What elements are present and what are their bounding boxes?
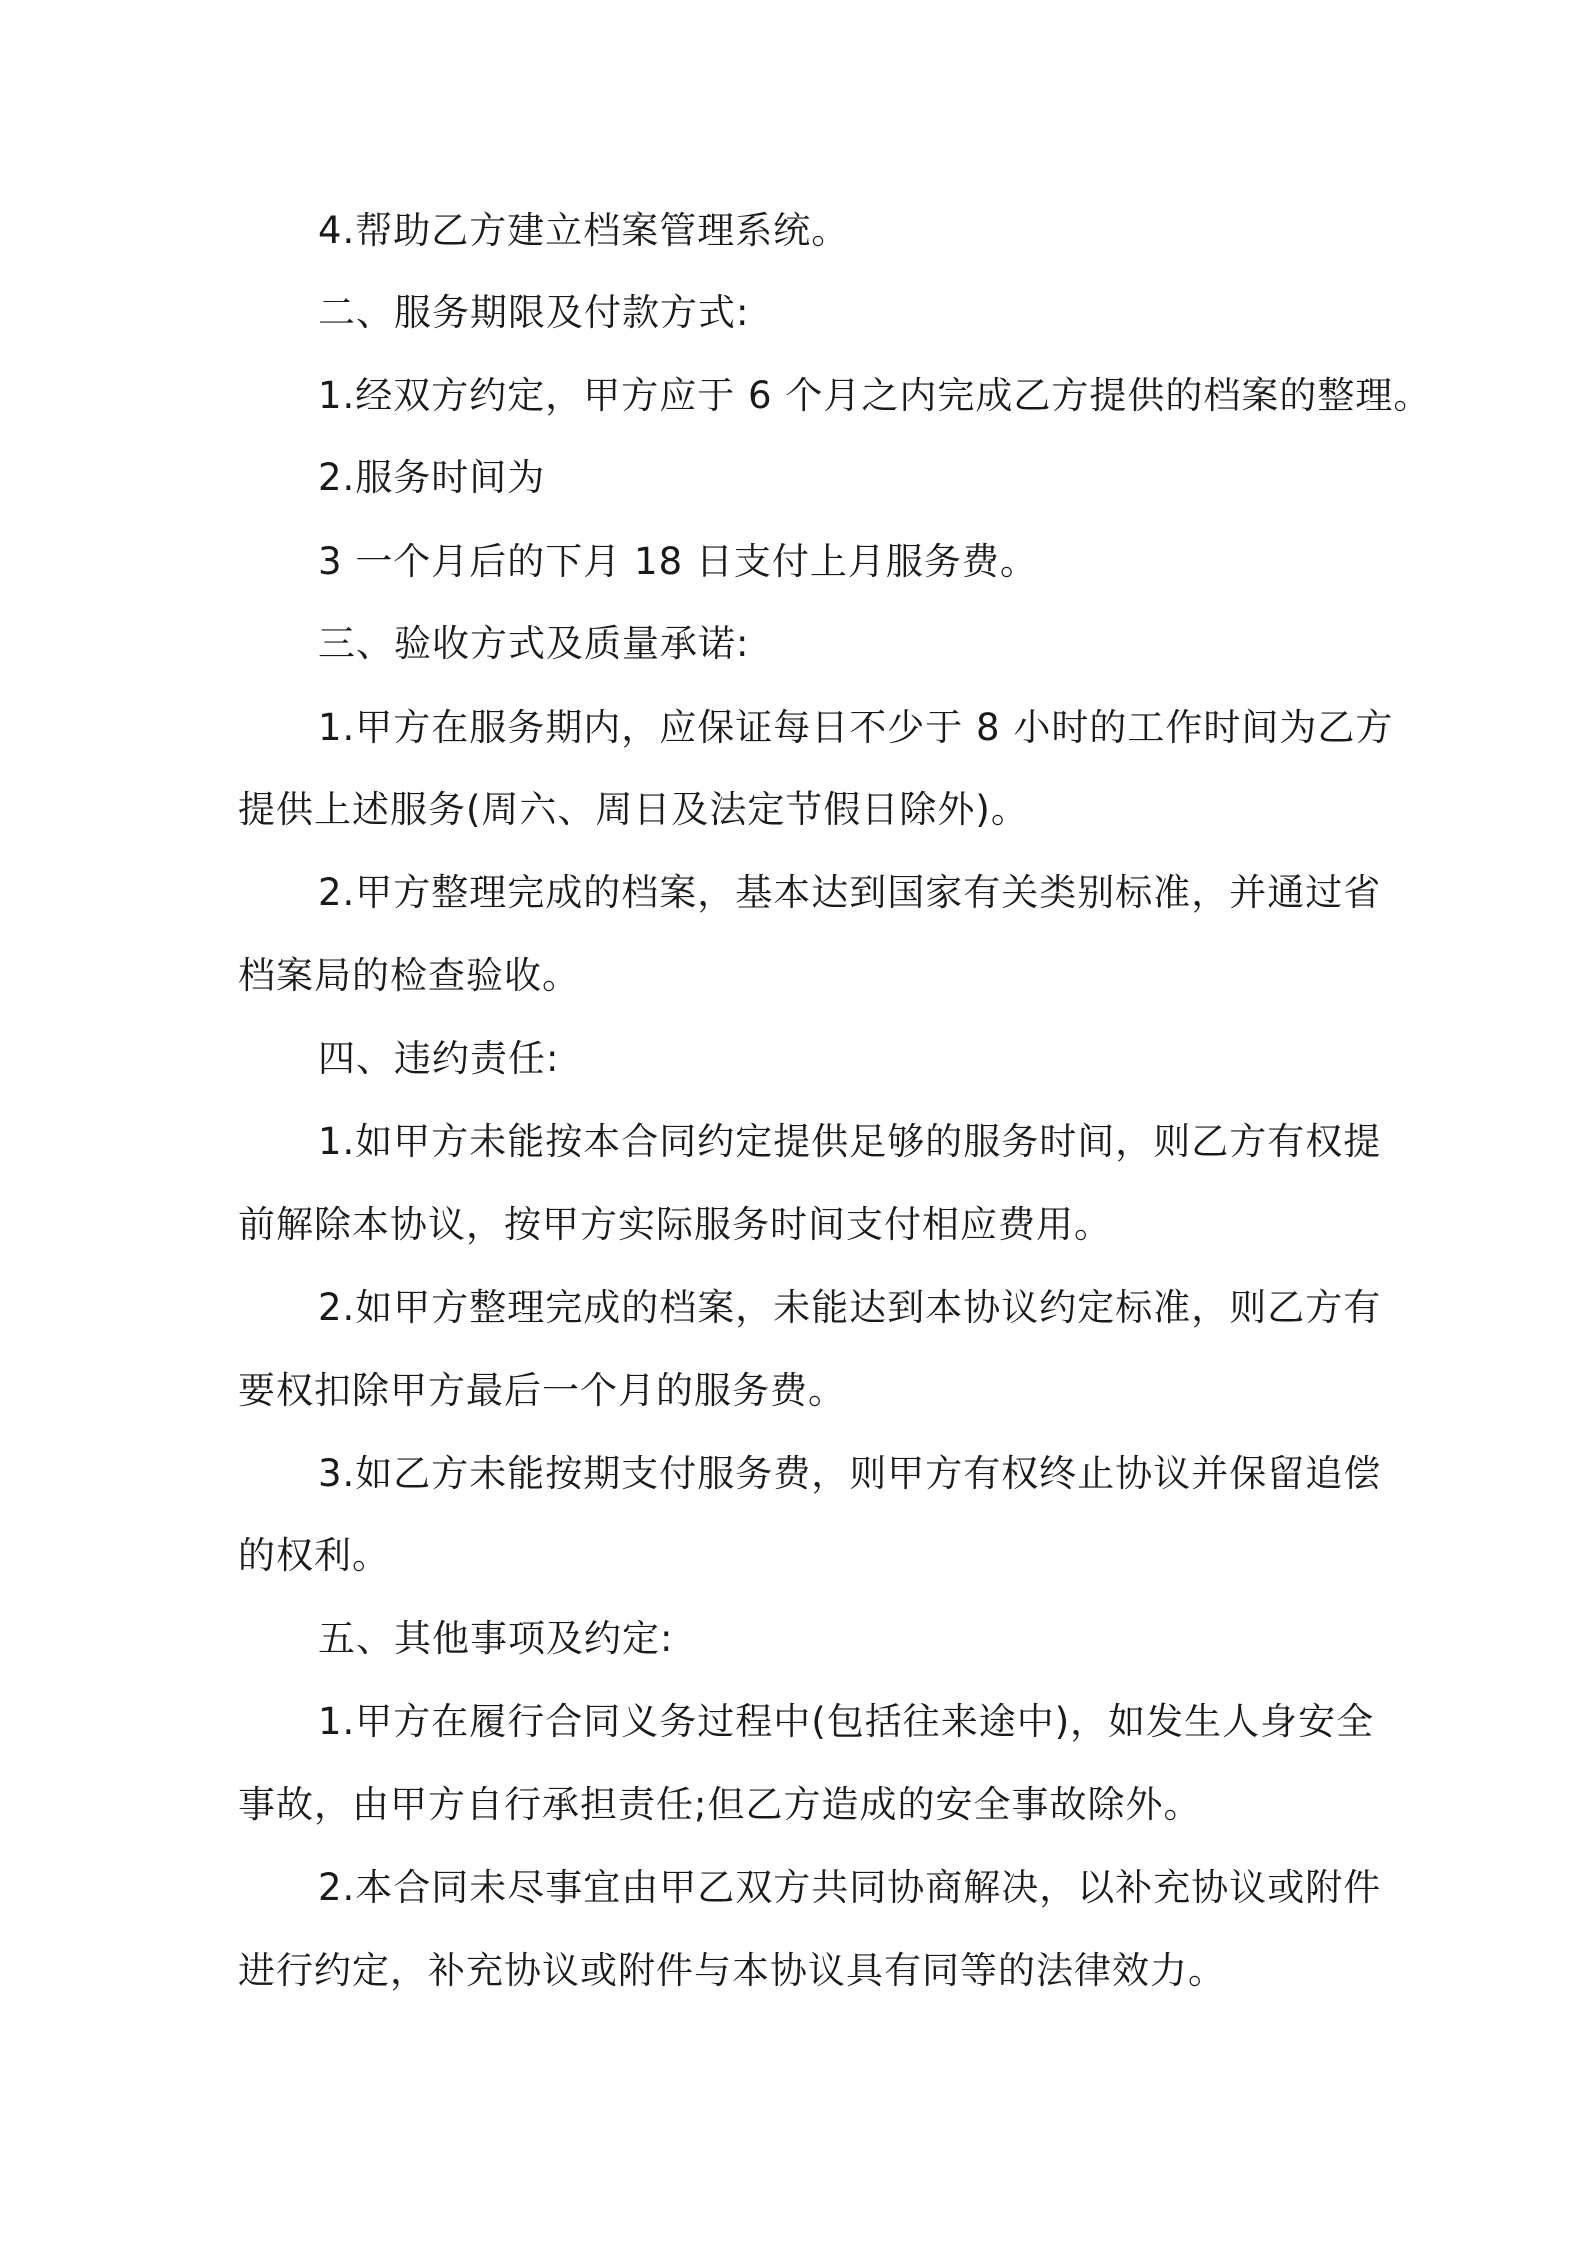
clause-continuation: 档案局的检查验收。 — [238, 954, 580, 997]
section-heading: 五、其他事项及约定: — [318, 1617, 674, 1660]
clause-item: 4.帮助乙方建立档案管理系统。 — [318, 209, 850, 252]
clause-item: 2.甲方整理完成的档案，基本达到国家有关类别标准，并通过省 — [318, 871, 1382, 914]
clause-continuation: 的权利。 — [238, 1534, 390, 1577]
clause-item: 1.经双方约定，甲方应于 6 个月之内完成乙方提供的档案的整理。 — [318, 374, 1432, 417]
section-heading: 三、验收方式及质量承诺: — [318, 622, 750, 665]
section-heading: 四、违约责任: — [318, 1037, 560, 1080]
clause-continuation: 提供上述服务(周六、周日及法定节假日除外)。 — [238, 788, 1029, 831]
clause-item: 1.甲方在履行合同义务过程中(包括往来途中)，如发生人身安全 — [318, 1700, 1375, 1743]
clause-item: 2.如甲方整理完成的档案，未能达到本协议约定标准，则乙方有 — [318, 1286, 1382, 1329]
clause-item: 2.服务时间为 — [318, 456, 546, 499]
clause-continuation: 进行约定，补充协议或附件与本协议具有同等的法律效力。 — [238, 1949, 1226, 1992]
clause-item: 3.如乙方未能按期支付服务费，则甲方有权终止协议并保留追偿 — [318, 1452, 1382, 1495]
clause-item: 1.如甲方未能按本合同约定提供足够的服务时间，则乙方有权提 — [318, 1120, 1382, 1163]
clause-item: 1.甲方在服务期内，应保证每日不少于 8 小时的工作时间为乙方 — [318, 706, 1394, 749]
clause-continuation: 事故，由甲方自行承担责任;但乙方造成的安全事故除外。 — [238, 1783, 1202, 1826]
clause-continuation: 要权扣除甲方最后一个月的服务费。 — [238, 1369, 846, 1412]
clause-item: 3 一个月后的下月 18 日支付上月服务费。 — [318, 540, 1038, 583]
section-heading: 二、服务期限及付款方式: — [318, 291, 750, 334]
clause-continuation: 前解除本协议，按甲方实际服务时间支付相应费用。 — [238, 1203, 1112, 1246]
clause-item: 2.本合同未尽事宜由甲乙双方共同协商解决，以补充协议或附件 — [318, 1866, 1382, 1909]
